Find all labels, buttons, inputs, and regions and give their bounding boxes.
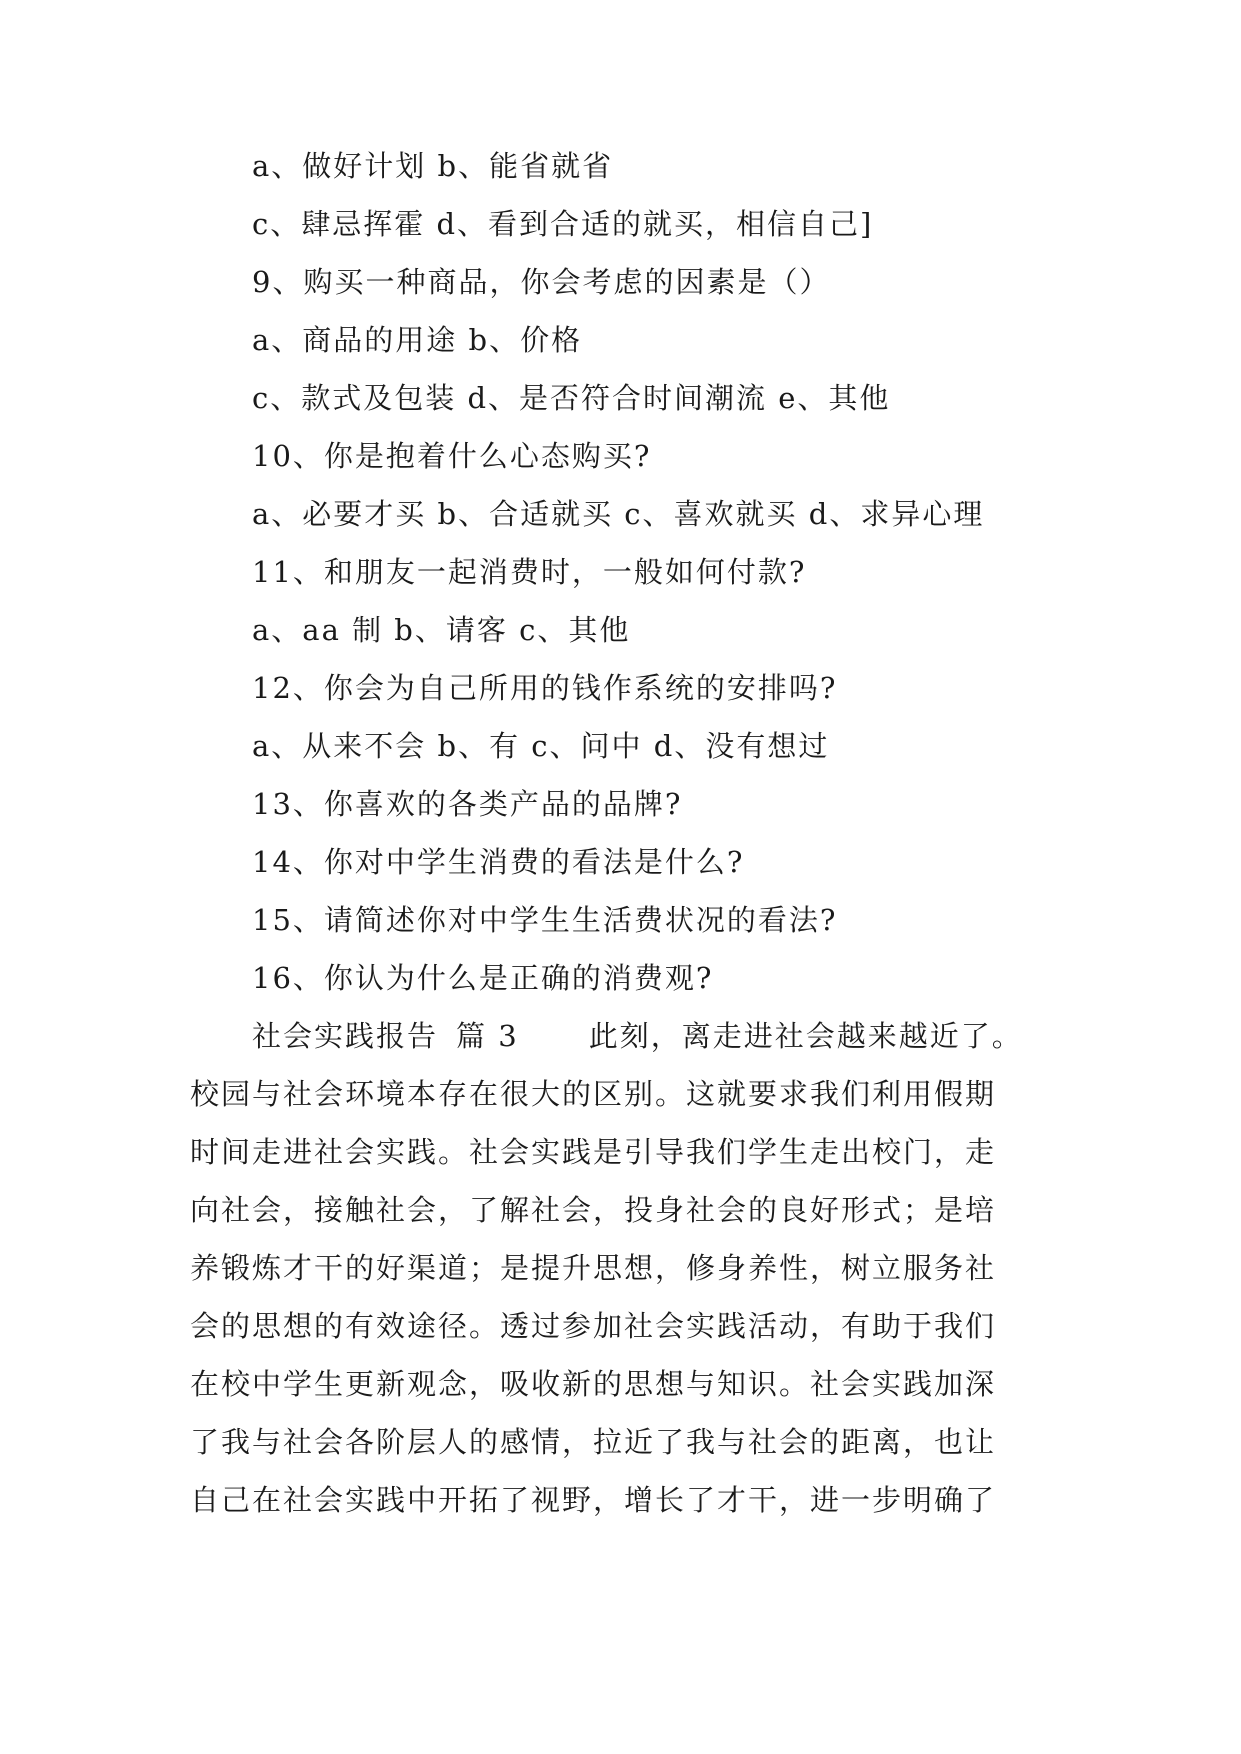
option-line-8: a、做好计划 b、能省就省 (252, 149, 614, 183)
option-line-8-cont: c、肆忌挥霍 d、看到合适的就买，相信自己] (252, 207, 874, 241)
option-line-9: a、商品的用途 b、价格 (252, 323, 583, 357)
option-line-9-cont: c、款式及包装 d、是否符合时间潮流 e、其他 (252, 381, 891, 415)
option-line-11: a、aa 制 b、请客 c、其他 (252, 613, 631, 647)
paragraph-line: 养锻炼才干的好渠道；是提升思想，修身养性，树立服务社 (190, 1251, 997, 1285)
option-line-12: a、从来不会 b、有 c、问中 d、没有想过 (252, 729, 830, 763)
question-10: 10、你是抱着什么心态购买? (252, 439, 652, 473)
paragraph-line: 在校中学生更新观念，吸收新的思想与知识。社会实践加深 (190, 1367, 997, 1401)
paragraph-line: 校园与社会环境本存在很大的区别。这就要求我们利用假期 (190, 1077, 997, 1111)
question-13: 13、你喜欢的各类产品的品牌? (252, 787, 683, 821)
paragraph-line: 向社会，接触社会，了解社会，投身社会的良好形式；是培 (190, 1193, 997, 1227)
paragraph-line: 会的思想的有效途径。透过参加社会实践活动，有助于我们 (190, 1309, 997, 1343)
question-16: 16、你认为什么是正确的消费观? (252, 961, 714, 995)
question-9: 9、购买一种商品，你会考虑的因素是（） (252, 265, 831, 299)
question-14: 14、你对中学生消费的看法是什么? (252, 845, 745, 879)
question-12: 12、你会为自己所用的钱作系统的安排吗? (252, 671, 838, 705)
section-number: 篇 3 (456, 1019, 519, 1053)
paragraph-line: 自己在社会实践中开拓了视野，增长了才干，进一步明确了 (190, 1483, 997, 1517)
section-heading-line (252, 1016, 1023, 1056)
question-11: 11、和朋友一起消费时，一般如何付款? (252, 555, 807, 589)
section-first-text: 此刻，离走进社会越来越近了。 (588, 1019, 1023, 1053)
paragraph-line: 了我与社会各阶层人的感情，拉近了我与社会的距离，也让 (190, 1425, 997, 1459)
question-15: 15、请简述你对中学生生活费状况的看法? (252, 903, 838, 937)
section-heading: 社会实践报告 (252, 1019, 439, 1053)
paragraph-line: 时间走进社会实践。社会实践是引导我们学生走出校门，走 (190, 1135, 997, 1169)
option-line-10: a、必要才买 b、合适就买 c、喜欢就买 d、求异心理 (252, 497, 985, 531)
